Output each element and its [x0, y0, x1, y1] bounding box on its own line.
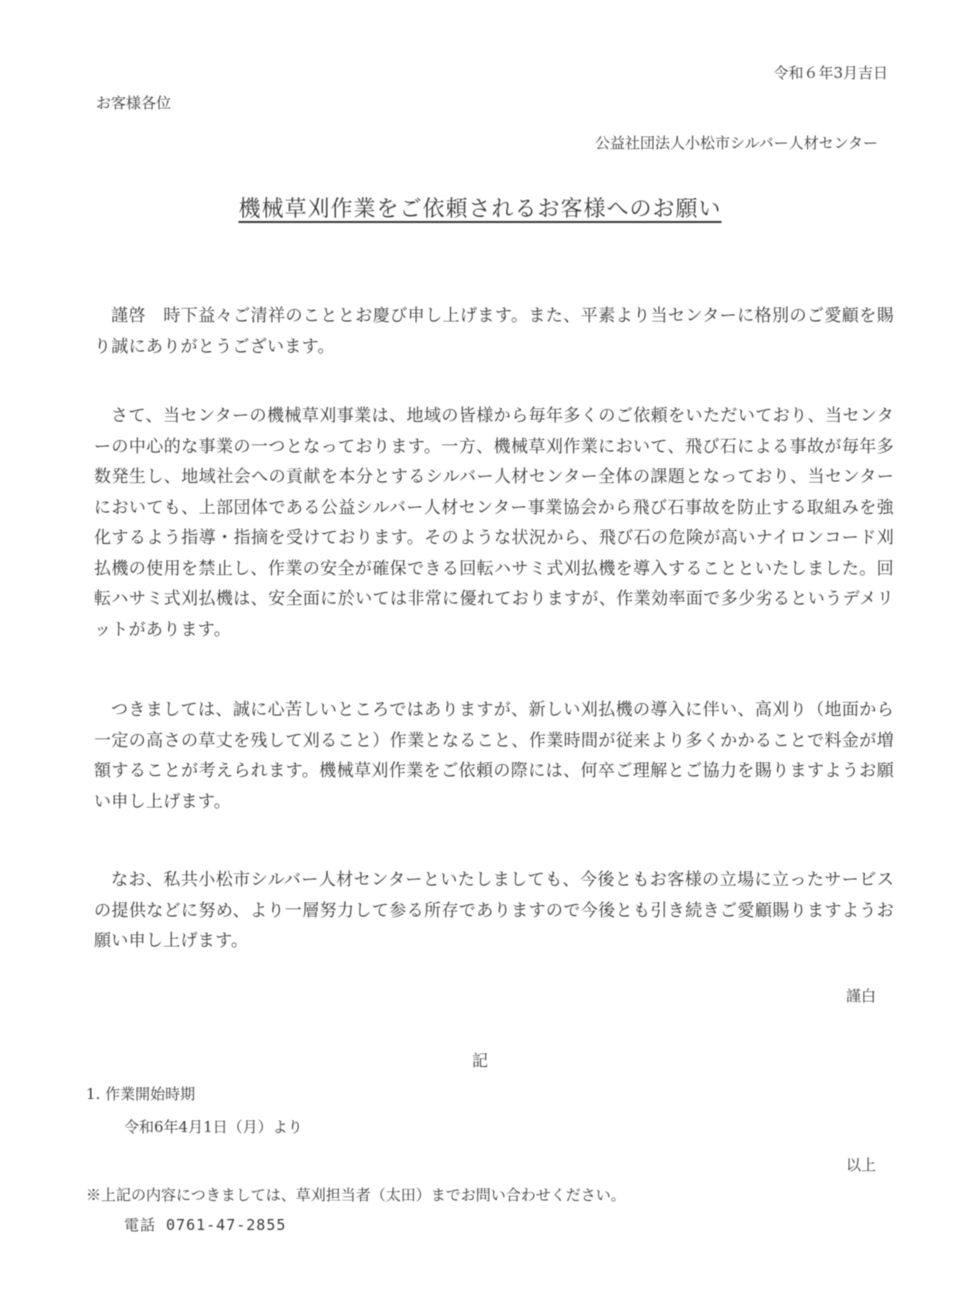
paragraph-closing-remarks: なお、私共小松市シルバー人材センターといたしましても、今後ともお客様の立場に立ったサービスの提供などに努め、より一層努力して参る所存でありますので今後とも引き続きご愛顧賜りますようお願い申し上げます。: [94, 870, 894, 951]
paragraph-greeting: 謹啓 時下益々ご清祥のこととお慶び申し上げます。また、平素より当センターに格別のご愛顧を賜り誠にありがとうございます。: [94, 306, 894, 357]
document-title: [0, 192, 960, 223]
phone-number: 電話 0761-47-2855: [124, 1216, 287, 1234]
item-1-body: 令和6年4月1日（月）より: [124, 1118, 303, 1136]
notes-heading: 記: [471, 1051, 488, 1070]
end-mark: 以上: [845, 1156, 876, 1174]
closing-word: 謹白: [845, 987, 876, 1005]
paragraph-request: つきましては、誠に心苦しいところではありますが、新しい刈払機の導入に伴い、高刈り（地面から一定の高さの草丈を残して刈ること）作業となること、作業時間が従来より多くかかることで料金が増額することが考えられます。機械草刈作業をご依頼の際には、何卒ご理解とご協力を賜りますようお願い申し上げます。: [94, 700, 894, 812]
paragraph-background: さて、当センターの機械草刈事業は、地域の皆様から毎年多くのご依頼をいただいており、当センターの中心的な事業の一つとなっております。一方、機械草刈作業において、飛び石による事故が毎年多数発生し、地域社会への貢献を本分とするシルバー人材センター全体の課題となっており、当センターにおいても、上部団体である公益シルバー人材センター事業協会から飛び石事故を防止する取組みを強化するよう指導・指摘を受けております。そのような状況から、飛び石の危険が高いナイロンコード刈払機の使用を禁止し、作業の安全が確保できる回転ハサミ式刈払機を導入することといたしました。回転ハサミ式刈払機は、安全面に於いては非常に優れておりますが、作業効率面で多少劣るというデメリットがあります。: [94, 406, 894, 640]
document-title-text: 機械草刈作業をご依頼されるお客様へのお願い: [238, 197, 722, 222]
item-1-heading: 1. 作業開始時期: [86, 1085, 196, 1103]
letter-date: 令和６年3月吉日: [773, 64, 888, 82]
contact-note: ※上記の内容につきましては、草刈担当者（太田）までお問い合わせください。: [86, 1186, 626, 1204]
sender-organization: 公益社団法人小松市シルバー人材センター: [595, 134, 878, 152]
addressee: お客様各位: [96, 94, 172, 112]
